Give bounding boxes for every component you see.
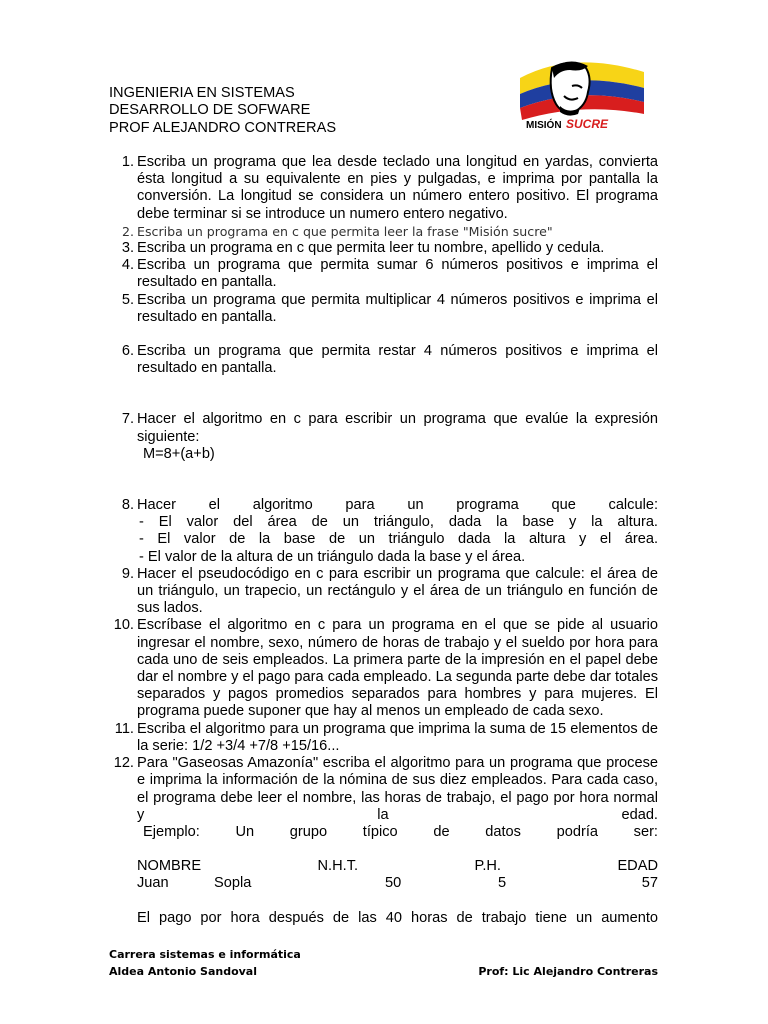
item-text: Escriba un programa que permita sumar 6 números positivos e imprima el resultado en pantalla. bbox=[137, 257, 658, 291]
mision-sucre-logo bbox=[512, 56, 652, 132]
logo-text-prefix: MISIÓN bbox=[526, 120, 562, 131]
item-number: 1. bbox=[121, 154, 134, 170]
exercise-item bbox=[109, 721, 658, 755]
item-text: Escriba un programa que permita restar 4 números positivos e imprima el resultado en pantalla. bbox=[137, 343, 658, 377]
expression: M=8+(a+b) bbox=[143, 445, 215, 462]
table-header-row bbox=[137, 858, 658, 875]
item-number: 4. bbox=[121, 257, 134, 274]
exercise-item bbox=[109, 411, 658, 463]
sub-item: - El valor del área de un triángulo, dada la base y la altura. bbox=[139, 514, 658, 531]
data-table bbox=[137, 858, 658, 892]
item-number: 8. bbox=[121, 497, 134, 514]
header-line-2: DESARROLLO DE SOFWARE bbox=[109, 102, 311, 119]
exercise-list bbox=[109, 154, 658, 927]
logo-graphic bbox=[512, 56, 652, 132]
header-line-1: INGENIERIA EN SISTEMAS bbox=[109, 85, 295, 101]
table-header-cell: NOMBRE bbox=[137, 858, 202, 875]
sub-item: - El valor de la altura de un triángulo dada la base y el área. bbox=[139, 548, 526, 565]
item-text-continued: El pago por hora después de las 40 horas de trabajo tiene un aumento bbox=[137, 909, 658, 926]
table-cell: 57 bbox=[641, 875, 658, 892]
item-number: 7. bbox=[121, 411, 134, 428]
item-text: Escriba un programa que lea desde teclado una longitud en yardas, convierta ésta longitud a su equivalente en pies y pulgadas, e imprima por pantalla la conversión. La longitud se considera un número entero positivo. El programa debe terminar si se introduce un numero entero negativo. bbox=[137, 154, 658, 222]
page-footer bbox=[109, 947, 658, 980]
item-text: Para "Gaseosas Amazonía" escriba el algoritmo para un programa que procese e imprima la información de la nómina de sus diez empleados. Para cada caso, el programa debe leer el nombre, las horas de trabajo, el pago por hora normal y la edad. bbox=[137, 755, 658, 823]
item-text: Escríbase el algoritmo en c para un programa en el que se pide al usuario ingresar el nombre, sexo, número de horas de trabajo y el sueldo por hora para cada uno de seis empleados. La primera parte de la impresión en el papel debe dar el nombre y el pago para cada empleado. La segunda parte debe dar totales separados y pagos promedios separados para hombres y para mujeres. El programa puede suponer que hay al menos un empleado de cada sexo. bbox=[137, 617, 658, 720]
table-header-cell: EDAD bbox=[617, 858, 658, 875]
item-text: Hacer el pseudocódigo en c para escribir un programa que calcule: el área de un triángulo, un trapecio, un rectángulo y el área de un triángulo en función de sus lados. bbox=[137, 565, 658, 617]
item-number: 2. bbox=[121, 223, 134, 239]
table-cell: 5 bbox=[498, 875, 507, 892]
table-header-cell: N.H.T. bbox=[317, 858, 359, 875]
exercise-item bbox=[109, 292, 658, 326]
logo-text-bold: SUCRE bbox=[566, 117, 609, 131]
exercise-item bbox=[109, 240, 658, 257]
item-number: 5. bbox=[121, 291, 134, 308]
exercise-item bbox=[109, 617, 658, 720]
item-number: 12. bbox=[113, 755, 134, 772]
document-header bbox=[109, 85, 336, 137]
item-number: 6. bbox=[121, 343, 134, 360]
exercise-item bbox=[109, 566, 658, 618]
exercise-item bbox=[109, 755, 658, 927]
example-line: Ejemplo: Un grupo típico de datos podría ser: bbox=[143, 823, 658, 840]
header-line-3: PROF ALEJANDRO CONTRERAS bbox=[109, 119, 337, 136]
table-cell: Sopla bbox=[214, 875, 252, 892]
exercise-item bbox=[109, 343, 658, 377]
footer-line-1: Carrera sistemas e informática bbox=[109, 948, 301, 961]
exercise-item bbox=[109, 257, 658, 291]
item-number: 9. bbox=[121, 565, 134, 582]
exercise-item bbox=[109, 223, 658, 240]
footer-line-2: Aldea Antonio Sandoval bbox=[109, 964, 257, 978]
table-row bbox=[137, 875, 658, 892]
footer-professor: Prof: Lic Alejandro Contreras bbox=[478, 964, 658, 978]
table-header-cell: P.H. bbox=[474, 858, 501, 875]
exercise-item bbox=[109, 497, 658, 566]
table-cell: 50 bbox=[385, 875, 402, 892]
item-text: Escriba un programa en c que permita leer la frase "Misión sucre" bbox=[137, 223, 553, 239]
table-cell: Juan bbox=[137, 875, 169, 892]
item-text: Escriba un programa que permita multiplicar 4 números positivos e imprima el resultado en pantalla. bbox=[137, 291, 658, 325]
item-number: 10. bbox=[113, 617, 134, 634]
sub-item: - El valor de la base de un triángulo dada la altura y el área. bbox=[139, 531, 658, 548]
item-text: Escriba el algoritmo para un programa que imprima la suma de 15 elementos de la serie: 1/2 +3/4 +7/8 +15/16... bbox=[137, 720, 658, 754]
item-number: 3. bbox=[121, 240, 134, 257]
item-number: 11. bbox=[114, 720, 134, 737]
item-text: Hacer el algoritmo para un programa que calcule: bbox=[137, 497, 658, 514]
item-text: Hacer el algoritmo en c para escribir un programa que evalúe la expresión siguiente: bbox=[137, 411, 658, 445]
item-text: Escriba un programa en c que permita leer tu nombre, apellido y cedula. bbox=[137, 240, 605, 257]
exercise-item bbox=[109, 154, 658, 223]
